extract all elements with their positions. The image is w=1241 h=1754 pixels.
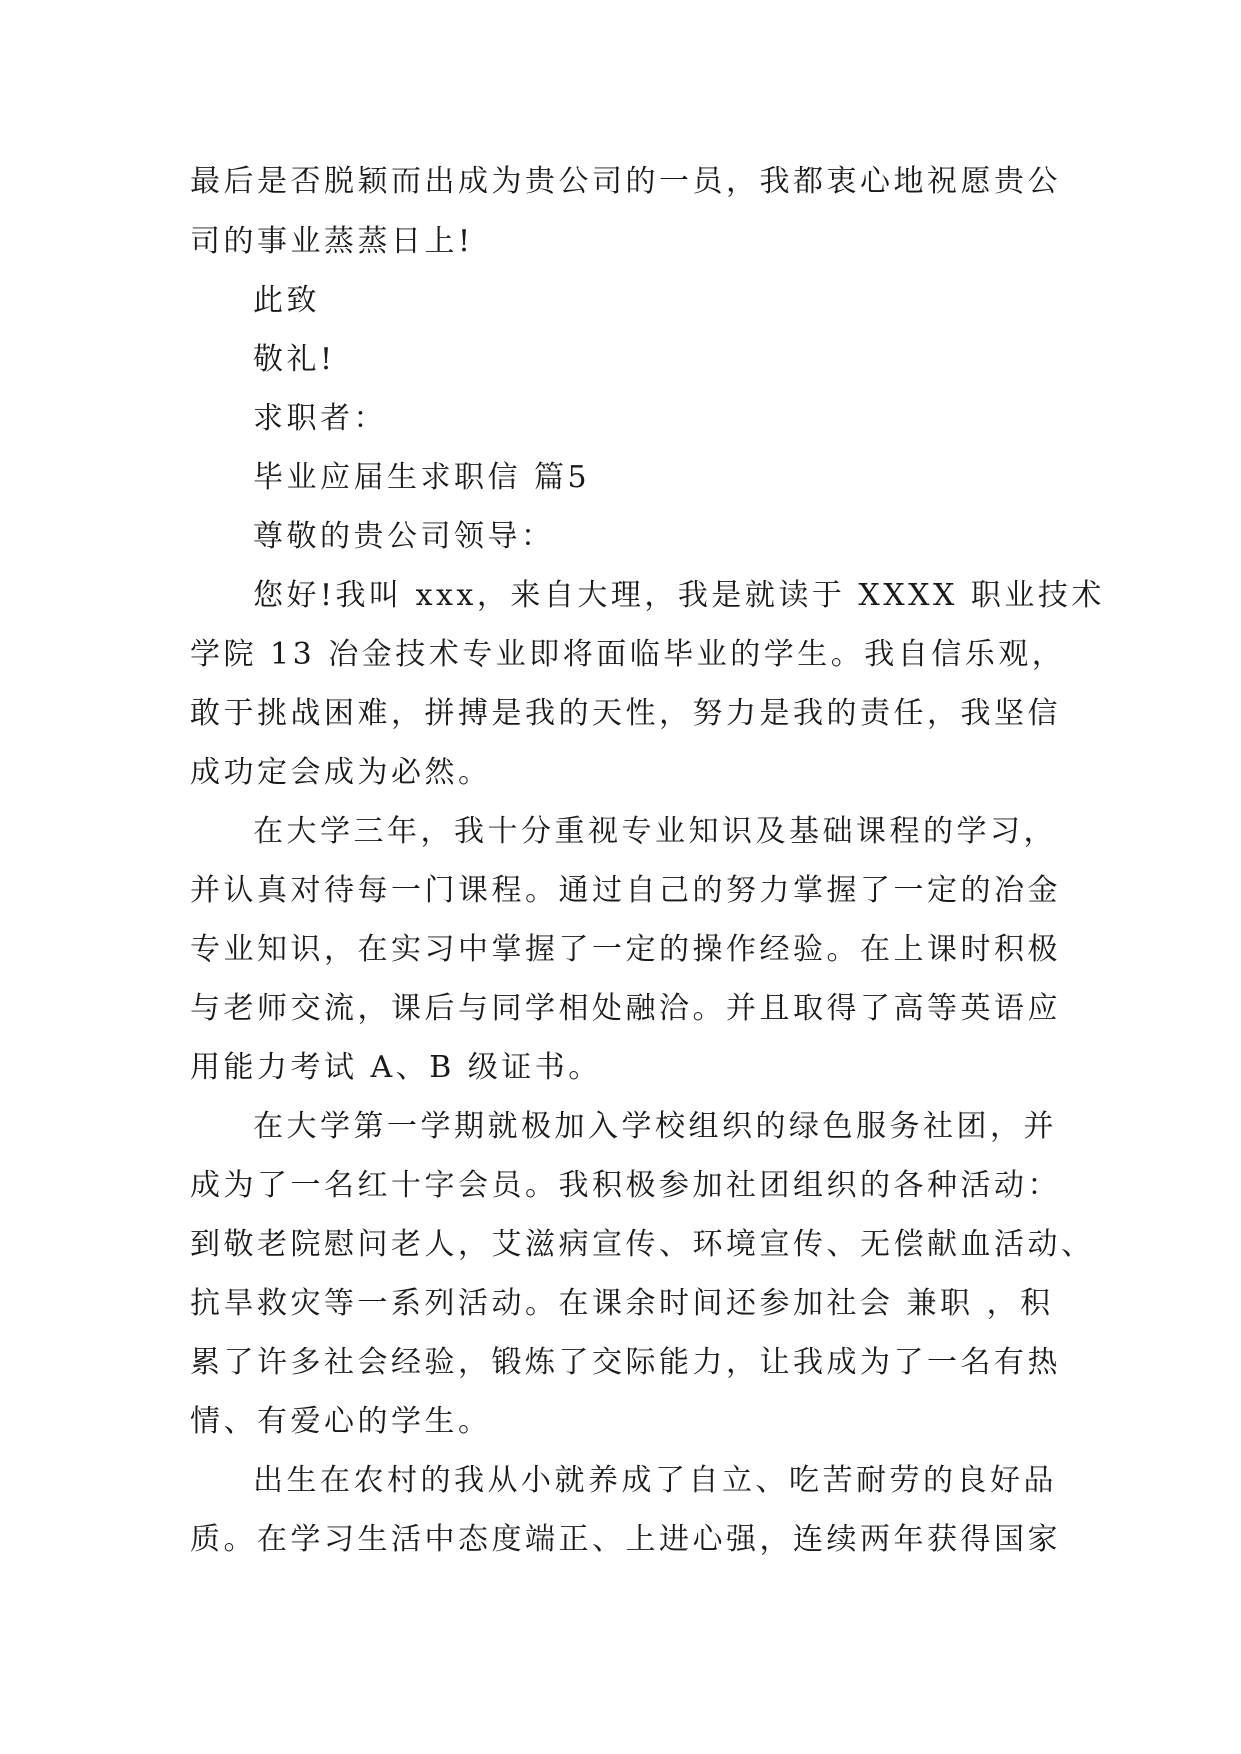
text-line: 司的事业蒸蒸日上! xyxy=(190,224,474,259)
text-line: 抗旱救灾等一系列活动。在课余时间还参加社会 兼职 ，积 xyxy=(190,1286,1054,1321)
text-line: 敬礼! xyxy=(253,342,336,377)
text-line: 您好!我叫 xxx，来自大理，我是就读于 XXXX 职业技术 xyxy=(253,578,1105,613)
text-line: 求职者： xyxy=(253,401,387,436)
section-heading: 毕业应届生求职信 篇5 xyxy=(253,460,591,495)
salutation: 尊敬的贵公司领导： xyxy=(253,519,555,554)
text-line: 质。在学习生活中态度端正、上进心强，连续两年获得国家 xyxy=(190,1522,1061,1557)
text-line: 与老师交流，课后与同学相处融洽。并且取得了高等英语应 xyxy=(190,991,1061,1026)
text-line: 成为了一名红十字会员。我积极参加社团组织的各种活动： xyxy=(190,1168,1061,1203)
text-line: 并认真对待每一门课程。通过自己的努力掌握了一定的冶金 xyxy=(190,873,1061,908)
text-line: 用能力考试 A、B 级证书。 xyxy=(190,1050,602,1085)
text-line: 情、有爱心的学生。 xyxy=(190,1404,492,1439)
text-line: 在大学第一学期就极加入学校组织的绿色服务社团，并 xyxy=(253,1109,1057,1144)
text-line: 累了许多社会经验，锻炼了交际能力，让我成为了一名有热 xyxy=(190,1345,1061,1380)
text-line: 此致 xyxy=(253,283,320,318)
text-line: 成功定会成为必然。 xyxy=(190,755,492,790)
text-line: 专业知识，在实习中掌握了一定的操作经验。在上课时积极 xyxy=(190,932,1061,967)
text-line: 敢于挑战困难，拼搏是我的天性，努力是我的责任，我坚信 xyxy=(190,696,1061,731)
text-line: 学院 13 冶金技术专业即将面临毕业的学生。我自信乐观， xyxy=(190,637,1066,672)
text-line: 出生在农村的我从小就养成了自立、吃苦耐劳的良好品 xyxy=(253,1463,1057,1498)
text-line: 最后是否脱颖而出成为贵公司的一员，我都衷心地祝愿贵公 xyxy=(190,164,1061,199)
text-line: 在大学三年，我十分重视专业知识及基础课程的学习， xyxy=(253,814,1057,849)
text-line: 到敬老院慰问老人，艾滋病宣传、环境宣传、无偿献血活动、 xyxy=(190,1227,1095,1262)
